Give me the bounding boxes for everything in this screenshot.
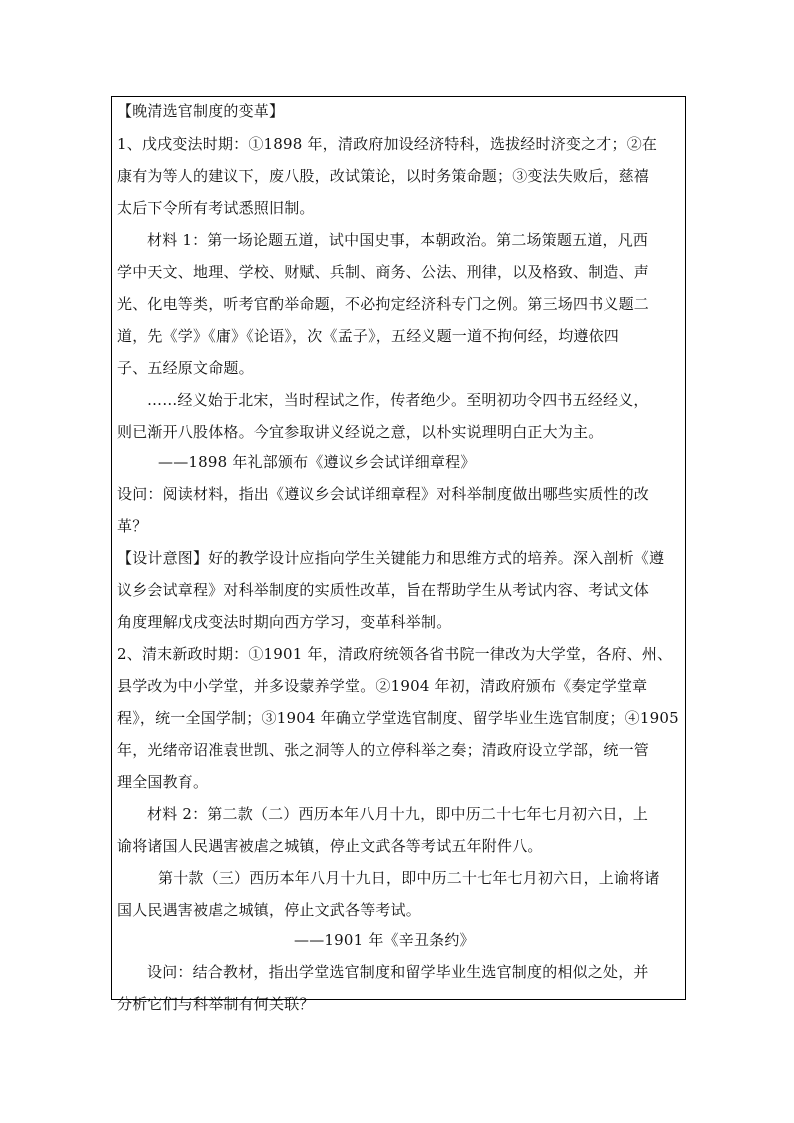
text-line: 1、戊戌变法时期：①1898 年，清政府加设经济特科，选拔经时济变之才；②在: [117, 135, 658, 153]
text-line: 光、化电等类，听考官酌举命题，不必拘定经济科专门之例。第三场四书义题二: [117, 295, 650, 313]
text-line: 子、五经原文命题。: [117, 359, 254, 377]
text-line: 太后下令所有考试悉照旧制。: [117, 199, 315, 217]
question-line: 设问：阅读材料，指出《遵议乡会试详细章程》对科举制度做出哪些实质性的改: [117, 485, 650, 503]
text-line: 角度理解戊戌变法时期向西方学习，变革科举制。: [117, 613, 452, 631]
question-line: 革？: [117, 517, 148, 535]
material-2-line: 材料 2：第二款（二）西历本年八月十九，即中历二十七年七月初六日，上: [147, 805, 649, 823]
section-heading: 【晚清选官制度的变革】: [117, 102, 285, 120]
text-line: 道，先《学》《庸》《论语》，次《孟子》，五经义题一道不拘何经，均遵依四: [117, 327, 620, 345]
text-line: 年，光绪帝诏准袁世凯、张之洞等人的立停科举之奏；清政府设立学部，统一管: [117, 741, 650, 759]
text-line: 程》，统一全国学制；③1904 年确立学堂选官制度、留学毕业生选官制度；④1905: [117, 709, 679, 727]
question-line: 分析它们与科举制有何关联？: [117, 995, 315, 1013]
text-line: 议乡会试章程》对科举制度的实质性改革，旨在帮助学生从考试内容、考试文体: [117, 581, 650, 599]
text-line: ……经义始于北宋，当时程试之作，传者绝少。至明初功令四书五经经义，: [147, 391, 649, 409]
source-citation: ——1898 年礼部颁布《遵议乡会试详细章程》: [158, 453, 476, 471]
text-line: 2、清末新政时期：①1901 年，清政府统领各省书院一律改为大学堂，各府、州、: [117, 645, 673, 663]
text-line: 谕将诸国人民遇害被虐之城镇，停止文武各等考试五年附件八。: [117, 837, 543, 855]
text-line: 则已渐开八股体格。今宜参取讲义经说之意，以朴实说理明白正大为主。: [117, 423, 604, 441]
material-1-line: 材料 1：第一场论题五道，试中国史事，本朝政治。第二场策题五道，凡西: [147, 231, 649, 249]
text-line: 第十款（三）西历本年八月十九日，即中历二十七年七月初六日，上谕将诸: [158, 869, 660, 887]
text-line: 理全国教育。: [117, 773, 209, 791]
text-line: 县学改为中小学堂，并多设蒙养学堂。②1904 年初，清政府颁布《奏定学堂章: [117, 677, 648, 695]
text-line: 康有为等人的建议下，废八股，改试策论，以时务策命题；③变法失败后，慈禧: [117, 167, 650, 185]
question-line: 设问：结合教材，指出学堂选官制度和留学毕业生选官制度的相似之处，并: [147, 963, 649, 981]
design-intent-line: 【设计意图】好的教学设计应指向学生关键能力和思维方式的培养。深入剖析《遵: [117, 549, 665, 567]
text-line: 学中天文、地理、学校、财赋、兵制、商务、公法、刑律，以及格致、制造、声: [117, 263, 650, 281]
text-line: 国人民遇害被虐之城镇，停止文武各等考试。: [117, 901, 422, 919]
source-citation: ——1901 年《辛丑条约》: [294, 931, 475, 949]
